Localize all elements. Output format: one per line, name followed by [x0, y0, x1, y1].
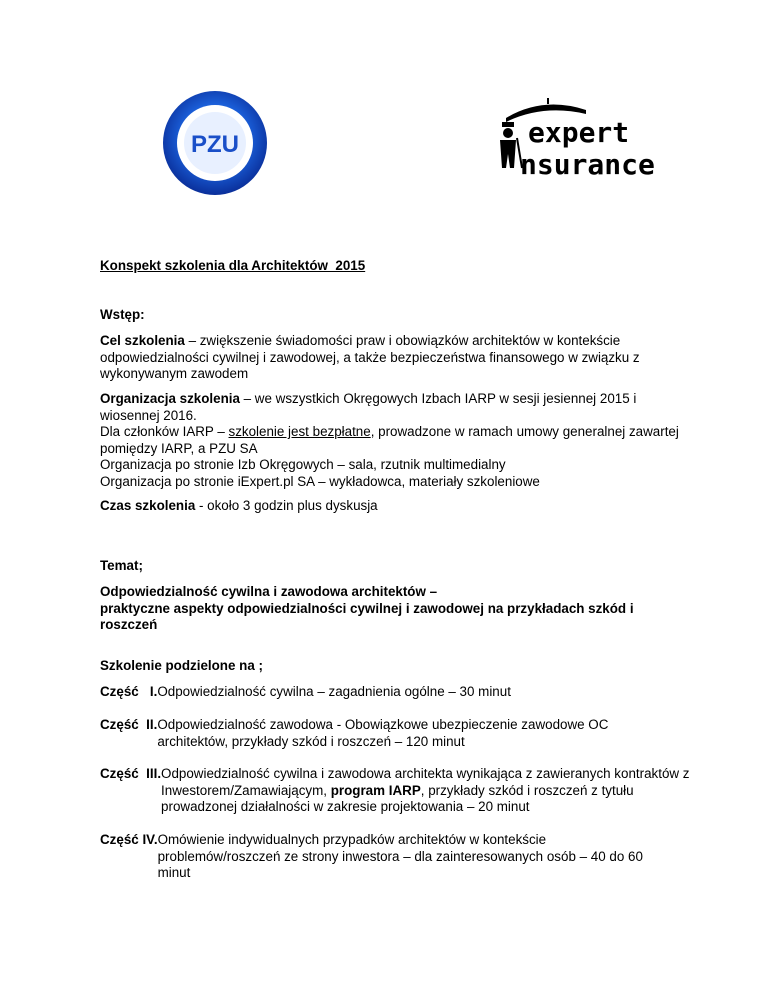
svg-text:expert: expert — [528, 116, 630, 149]
goal-paragraph: Cel szkolenia – zwiększenie świadomości praw i obowiązków architektów w kontekście odpowiedzialności cywilnej i zawodowej, a także bezpieczeństwa finansowego w związku z wykonywanym zawodem — [100, 333, 640, 381]
expert-insurance-logo — [488, 98, 668, 184]
topic-heading: Temat; — [100, 558, 143, 573]
organization-paragraph: Organizacja szkolenia – we wszystkich Okręgowych Izbach IARP w sesji jesiennej 2015 i wiosennej 2016. Dla członków IARP – szkolenie jest bezpłatne, prowadzone w ramach umowy generalnej zawartej pomiędzy IARP, a PZU SA Organizacja po stronie Izb Okręgowych – sala, rzutnik multimedialny Organizacja po stronie iExpert.pl SA – wykładowca, materiały szkoleniowe — [100, 391, 679, 489]
duration-paragraph: Czas szkolenia - około 3 godzin plus dyskusja — [100, 498, 378, 513]
part-4: Część IV. Omówienie indywidualnych przypadków architektów w kontekście problemów/roszczeń ze strony inwestora – dla zainteresowanych osób – 40 do 60 minut — [100, 832, 643, 880]
svg-text:PZU: PZU — [191, 131, 239, 158]
topic-title: Odpowiedzialność cywilna i zawodowa architektów – praktyczne aspekty odpowiedzialności cywilnej i zawodowej na przykładach szkód i roszczeń — [100, 584, 634, 632]
document-title: Konspekt szkolenia dla Architektów_2015 — [100, 258, 366, 273]
intro-heading: Wstęp: — [100, 307, 145, 322]
part-1: Część I. Odpowiedzialność cywilna – zagadnienia ogólne – 30 minut — [100, 684, 511, 699]
part-3: Część III. Odpowiedzialność cywilna i zawodowa architekta wynikająca z zawieranych kontraktów z Inwestorem/Zamawiającym, program IARP, przykłady szkód i roszczeń z tytułu prowadzonej działalności w zakresie projektowania – 20 minut — [100, 766, 690, 814]
division-heading: Szkolenie podzielone na ; — [100, 658, 263, 673]
part-2: Część II. Odpowiedzialność zawodowa - Obowiązkowe ubezpieczenie zawodowe OC architektów, przykłady szkód i roszczeń – 120 minut — [100, 717, 609, 749]
svg-text:nsurance: nsurance — [520, 148, 655, 181]
pzu-logo — [162, 90, 268, 196]
